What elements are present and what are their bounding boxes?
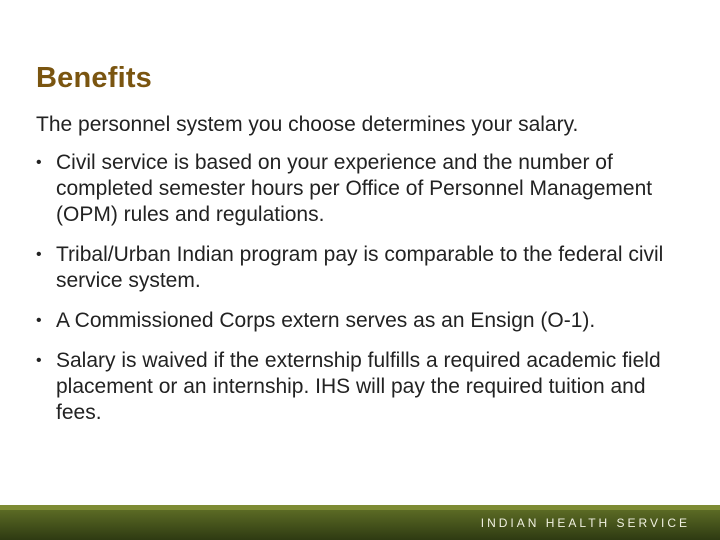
bullet-icon: • — [36, 246, 42, 263]
bullet-item — [36, 308, 686, 334]
intro-text: The personnel system you choose determines your salary. — [36, 113, 579, 136]
footer-band — [0, 505, 720, 540]
bullet-text: Salary is waived if the externship fulfills a required academic field placement or an internship. IHS will pay the required tuition and fees. — [56, 349, 661, 424]
bullet-text: Tribal/Urban Indian program pay is comparable to the federal civil service system. — [56, 243, 664, 292]
bullet-text: Civil service is based on your experience and the number of completed semester hours per Office of Personnel Management (OPM) rules and regulations. — [56, 151, 653, 226]
footer-stripe — [0, 505, 720, 510]
bullet-item — [36, 150, 686, 228]
bullet-icon: • — [36, 154, 42, 171]
bullet-list — [36, 150, 686, 440]
footer-brand: INDIAN HEALTH SERVICE — [480, 516, 690, 530]
bullet-icon: • — [36, 312, 42, 329]
bullet-item — [36, 242, 686, 294]
bullet-item — [36, 348, 686, 426]
slide-title: Benefits — [36, 62, 153, 94]
bullet-icon: • — [36, 352, 42, 369]
bullet-text: A Commissioned Corps extern serves as an Ensign (O-1). — [56, 309, 596, 332]
